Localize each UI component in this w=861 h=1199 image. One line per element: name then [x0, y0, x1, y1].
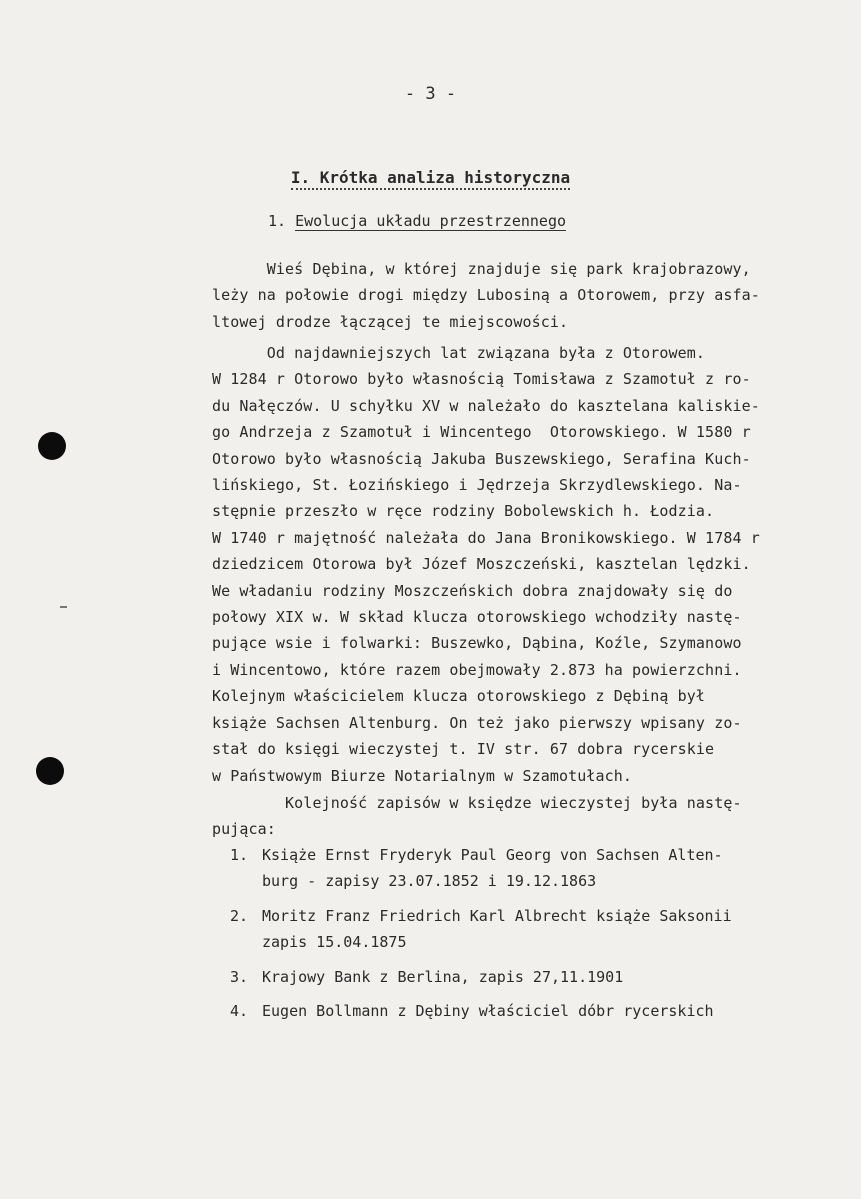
- section-heading: [0, 168, 861, 187]
- list-item-number: 4.: [230, 1002, 249, 1021]
- list-item-number: 1.: [230, 846, 249, 864]
- margin-mark: [60, 606, 67, 608]
- list-item-text: Książe Ernst Fryderyk Paul Georg von Sachsen Alten- burg - zapisy 23.07.1852 i 19.12.1863: [262, 846, 723, 891]
- list-item-text: Eugen Bollmann z Dębiny właściciel dóbr rycerskich: [262, 1002, 714, 1021]
- punch-hole-top: [38, 432, 66, 460]
- list-item: [230, 903, 830, 956]
- paragraph-history: Od najdawniejszych lat związana była z Otorowem. W 1284 r Otorowo było własnością Tomisława z Szamotuł z ro- du Nałęczów. U schyłku XV w należało do kasztelana kaliskie- go Andrzeja z Szamotuł i Wincentego Otorowskiego. W 1580 r Otorowo było własnością Jakuba Buszewskiego, Serafina Kuch- lińskiego, St. Łozińskiego i Jędrzeja Skrzydlewskiego. Na- stępnie przeszło w ręce rodziny Bobolewskich h. Łodzia. W 1740 r majętność należała do Jana Bronikowskiego. W 1784 r dziedzicem Otorowa był Józef Moszczeński, kasztelan lędzki. We władaniu rodziny Moszczeńskich dobra znajdowały się do połowy XIX w. W skład klucza otorowskiego wchodziły nastę- pujące wsie i folwarki: Buszewko, Dąbina, Koźle, Szymanowo i Wincentowo, które razem obejmowały 2.873 ha powierzchni. Kolejnym właścicielem klucza otorowskiego z Dębiną był książe Sachsen Altenburg. On też jako pierwszy wpisany zo- stał do księgi wieczystej t. IV str. 67 dobra rycerskie w Państwowym Biurze Notarialnym w Szamotułach.: [212, 344, 760, 785]
- list-item: [230, 842, 830, 895]
- list-item: [230, 964, 830, 990]
- subsection-number: 1.: [268, 212, 287, 230]
- owner-list: [230, 842, 830, 1032]
- paragraph-location: Wieś Dębina, w której znajduje się park krajobrazowy, leży na połowie drogi między Lubosiną a Otorowem, przy asfa- ltowej drodze łączącej te miejscowości.: [212, 260, 760, 331]
- section-heading-text: I. Krótka analiza historyczna: [291, 168, 570, 190]
- list-item-text: Moritz Franz Friedrich Karl Albrecht książe Saksonii zapis 15.04.1875: [262, 906, 732, 952]
- list-item-text: Krajowy Bank z Berlina, zapis 27,11.1901: [262, 967, 624, 986]
- punch-hole-bottom: [36, 757, 64, 785]
- paragraph-records-intro: Kolejność zapisów w księdze wieczystej była nastę- pująca:: [212, 794, 742, 839]
- subsection-title: Ewolucja układu przestrzennego: [295, 212, 567, 230]
- subsection-heading: [268, 212, 566, 230]
- page-number: - 3 -: [404, 84, 457, 104]
- list-item: [230, 998, 830, 1024]
- list-item-number: 3.: [230, 967, 249, 986]
- list-item-number: 2.: [230, 906, 249, 925]
